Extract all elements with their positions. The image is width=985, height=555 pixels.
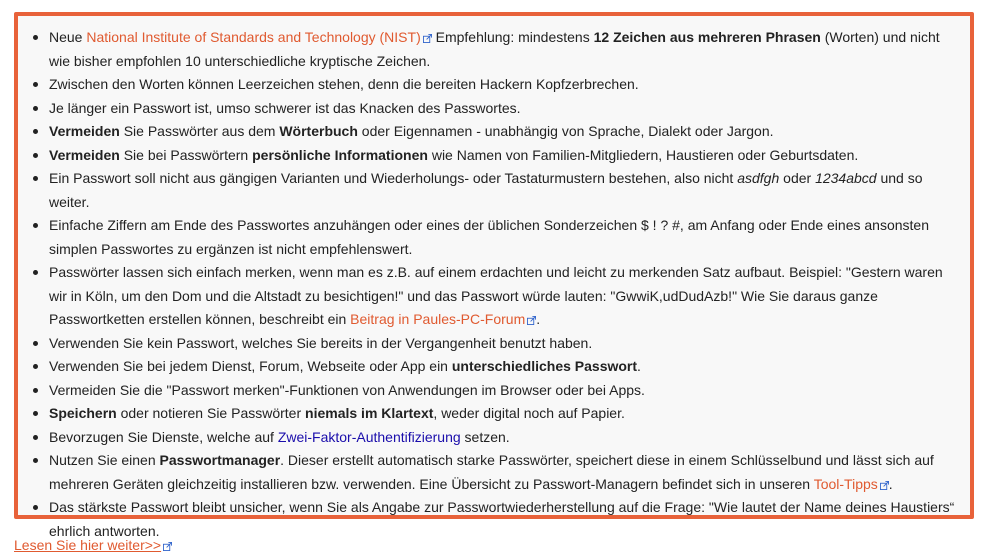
external-link-icon: [527, 316, 536, 325]
tip-text: .: [637, 358, 641, 374]
tip-item: [49, 97, 962, 121]
tip-emphasis: Speichern: [49, 405, 117, 421]
tip-link[interactable]: Beitrag in Paules-PC-Forum: [350, 311, 526, 327]
read-more-label: Lesen Sie hier weiter>>: [14, 537, 162, 553]
tip-text: . Dieser erstellt automatisch starke Passwörter, speichert diese in einem Schlüsselbund und lässt sich auf mehreren Geräten gleichzeitig installieren bzw. verwenden. Eine Übersicht zu Passwort-Managern befindet sich in unseren: [49, 452, 934, 492]
tip-item: [49, 379, 962, 403]
tip-text: Sie Passwörter aus dem: [119, 123, 280, 139]
tip-text: Je länger ein Passwort ist, umso schwerer ist das Knacken des Passwortes.: [49, 99, 521, 116]
tip-text: .: [536, 311, 541, 327]
tip-emphasis: Passwortmanager: [159, 452, 281, 468]
tip-item: [49, 402, 962, 426]
tip-text: Verwenden Sie kein Passwort, welches Sie bereits in der Vergangenheit benutzt haben.: [49, 334, 593, 351]
tip-text: Vermeiden Sie die "Passwort merken"-Funktionen von Anwendungen im Browser oder bei Apps.: [49, 381, 645, 398]
tip-text: Einfache Ziffern am Ende des Passwortes anzuhängen oder eines der üblichen Sonderzeichen $ ! ? #, am Anfang oder Ende eines ansonsten simplen Passwortes zu ergänzen ist nicht empfehlenswert.: [49, 217, 929, 257]
tip-text: Neue: [49, 29, 87, 45]
tip-item: [49, 144, 962, 168]
password-tips-list: [18, 16, 970, 543]
tip-item: [49, 214, 962, 261]
tip-text: , weder digital noch auf Papier.: [433, 405, 625, 421]
tip-item: [49, 332, 962, 356]
tip-item: [49, 355, 962, 379]
tip-emphasis: niemals im Klartext: [305, 405, 434, 421]
tip-emphasis: persönliche Informationen: [252, 146, 428, 163]
tip-emphasis: unterschiedliches Passwort: [451, 358, 638, 374]
tip-text: Verwenden Sie bei jedem Dienst, Forum, Webseite oder App ein: [49, 358, 452, 374]
external-link-icon: [880, 481, 889, 490]
tip-item: [49, 73, 962, 97]
tip-text: Ein Passwort soll nicht aus gängigen Varianten und Wiederholungs- oder Tastaturmustern bestehen, also nicht: [49, 170, 738, 186]
tip-emphasis: Wörterbuch: [279, 123, 358, 139]
tip-item: [49, 120, 962, 144]
tip-text: .: [888, 475, 893, 492]
tip-link[interactable]: Tool-Tipps: [813, 475, 878, 492]
tip-text: oder Eigennamen - unabhängig von Sprache, Dialekt oder Jargon.: [357, 123, 774, 139]
tip-link[interactable]: National Institute of Standards and Technology (NIST): [86, 29, 421, 45]
external-link-icon: [163, 542, 172, 551]
tip-text: Das stärkste Passwort bleibt unsicher, wenn Sie als Angabe zur Passwortwiederherstellung auf die Frage: "Wie lautet der Name deines Haustiers“ ehrlich antworten.: [49, 499, 955, 539]
tip-emphasis: Vermeiden: [49, 123, 120, 139]
tip-item: [49, 449, 962, 496]
tip-text: (Worten) und nicht wie bisher empfohlen 10 unterschiedliche kryptische Zeichen.: [49, 29, 940, 69]
tips-box: [14, 12, 974, 539]
external-link-icon: [423, 34, 432, 43]
tip-link[interactable]: Zwei-Faktor-Authentifizierung: [277, 428, 461, 445]
tip-text: wie Namen von Familien-Mitgliedern, Haustieren oder Geburtsdaten.: [427, 146, 859, 163]
tip-text: und so weiter.: [49, 170, 923, 210]
tip-item: [49, 496, 962, 543]
tip-text: Bevorzugen Sie Dienste, welche auf: [49, 428, 278, 445]
tip-text: Passwörter lassen sich einfach merken, wenn man es z.B. auf einem erdachten und leicht zu merkenden Satz aufbaut. Beispiel: "Gestern waren wir in Köln, um den Dom und die Altstadt zu besichtigen!" und das Passwort würde lauten: "GwwiK,udDudAzb!" Wie Sie daraus ganze Passwortketten erstellen können, beschreibt ein: [49, 264, 943, 327]
tip-item: [49, 26, 962, 73]
tip-emphasis: Vermeiden: [49, 146, 120, 163]
tip-text: oder: [779, 170, 816, 186]
tip-item: [49, 261, 962, 332]
tip-emphasis: 12 Zeichen aus mehreren Phrasen: [593, 29, 821, 45]
read-more-link[interactable]: [14, 535, 172, 555]
tip-text: Empfehlung: mindestens: [431, 29, 594, 45]
tip-text: Nutzen Sie einen: [49, 452, 160, 468]
tip-text: oder notieren Sie Passwörter: [116, 405, 306, 421]
tip-text: setzen.: [460, 428, 510, 445]
tip-example: 1234abcd: [815, 170, 877, 186]
tip-text: Zwischen den Worten können Leerzeichen stehen, denn die bereiten Hackern Kopfzerbrechen.: [49, 76, 639, 92]
tip-item: [49, 426, 962, 450]
tip-text: Sie bei Passwörtern: [119, 146, 253, 163]
tip-example: asdfgh: [737, 170, 780, 186]
tip-item: [49, 167, 962, 214]
